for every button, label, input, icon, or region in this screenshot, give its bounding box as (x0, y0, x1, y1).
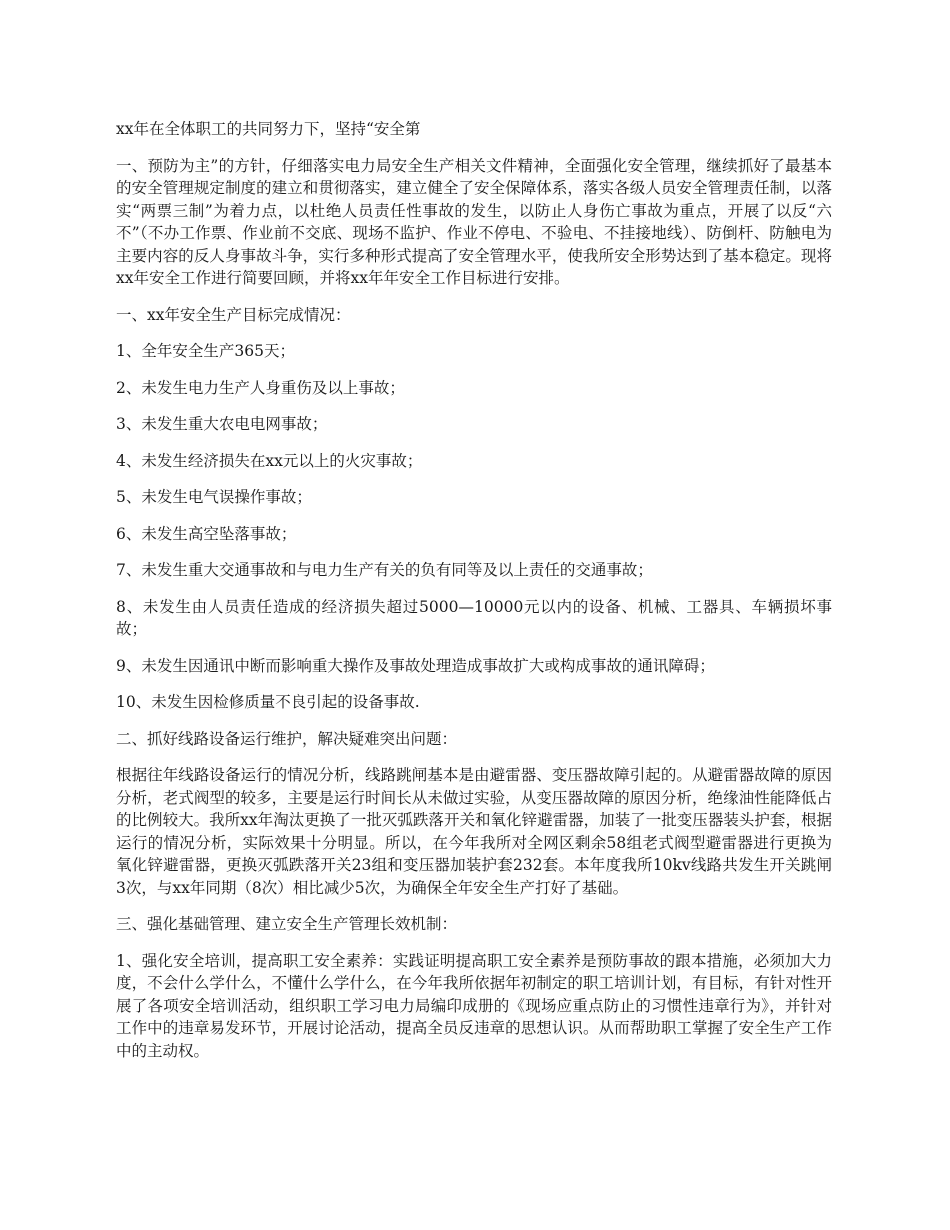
goal-item-9: 9、未发生因通讯中断而影响重大操作及事故处理造成事故扩大或构成事故的通讯障碍； (116, 656, 715, 675)
goal-item-3: 3、未发生重大农电电网事故； (116, 415, 328, 433)
training-paragraph: 1、强化安全培训，提高职工安全素养：实践证明提高职工安全素养是预防事故的跟本措施，必须加大力度，不会什么学什么，不懂什么学什么，在今年我所依据年初制定的职工培训计划，有目标，有针对性开展了各项安全培训活动，组织职工学习电力局编印成册的《现场应重点防止的习惯性违章行为》，并针对工作中的违章易发环节，开展讨论活动，提高全员反违章的思想认识。从而帮助职工掌握了安全生产工作中的主动权。 (116, 951, 832, 1060)
section-heading-goals: 一、xx年安全生产目标完成情况： (116, 305, 351, 324)
section-heading-maintenance: 二、抓好线路设备运行维护，解决疑难突出问题： (116, 729, 458, 748)
goal-item-5: 5、未发生电气误操作事故； (116, 488, 312, 506)
goal-item-7: 7、未发生重大交通事故和与电力生产有关的负有同等及以上责任的交通事故； (116, 561, 653, 579)
goal-item-4: 4、未发生经济损失在xx元以上的火灾事故； (116, 451, 423, 470)
goal-item-10: 10、未发生因检修质量不良引起的设备事故. (116, 693, 420, 711)
intro-line: xx年在全体职工的共同努力下，坚持“安全第 (116, 120, 421, 138)
goal-item-2: 2、未发生电力生产人身重伤及以上事故； (116, 378, 405, 397)
section-heading-management: 三、强化基础管理、建立安全生产管理长效机制： (116, 915, 458, 933)
maintenance-paragraph: 根据往年线路设备运行的情况分析，线路跳闸基本是由避雷器、变压器故障引起的。从避雷器故障的原因分析，老式阀型的较多，主要是运行时间长从未做过实验，从变压器故障的原因分析，绝缘油性能降低占的比例较大。我所xx年淘汰更换了一批灭弧跌落开关和氧化锌避雷器，加装了一批变压器装头护套，根据运行的情况分析，实际效果十分明显。所以，在今年我所对全网区剩余58组老式阀型避雷器进行更换为氧化锌避雷器，更换灭弧跌落开关23组和变压器加装护套232套。本年度我所10kv线路共发生开关跳闸3次，与xx年同期（8次）相比减少5次，为确保全年安全生产打好了基础。 (116, 766, 832, 897)
goal-item-1: 1、全年安全生产365天； (116, 342, 295, 360)
intro-paragraph: 一、预防为主”的方针，仔细落实电力局安全生产相关文件精神，全面强化安全管理，继续抓好了最基本的安全管理规定制度的建立和贯彻落实，建立健全了安全保障体系，落实各级人员安全管理责任制，以落实“两票三制”为着力点，以杜绝人员责任性事故的发生，以防止人身伤亡事故为重点，开展了以反“六不”（不办工作票、作业前不交底、现场不监护、作业不停电、不验电、不挂接地线）、防倒杆、防触电为主要内容的反人身事故斗争，实行多种形式提高了安全管理水平，使我所安全形势达到了基本稳定。现将xx年安全工作进行简要回顾，并将xx年年安全工作目标进行安排。 (116, 156, 832, 287)
goal-item-8: 8、未发生由人员责任造成的经济损失超过5000—10000元以内的设备、机械、工器具、车辆损坏事故； (116, 597, 832, 638)
document-body (116, 118, 832, 1076)
goal-item-6: 6、未发生高空坠落事故； (116, 524, 297, 543)
